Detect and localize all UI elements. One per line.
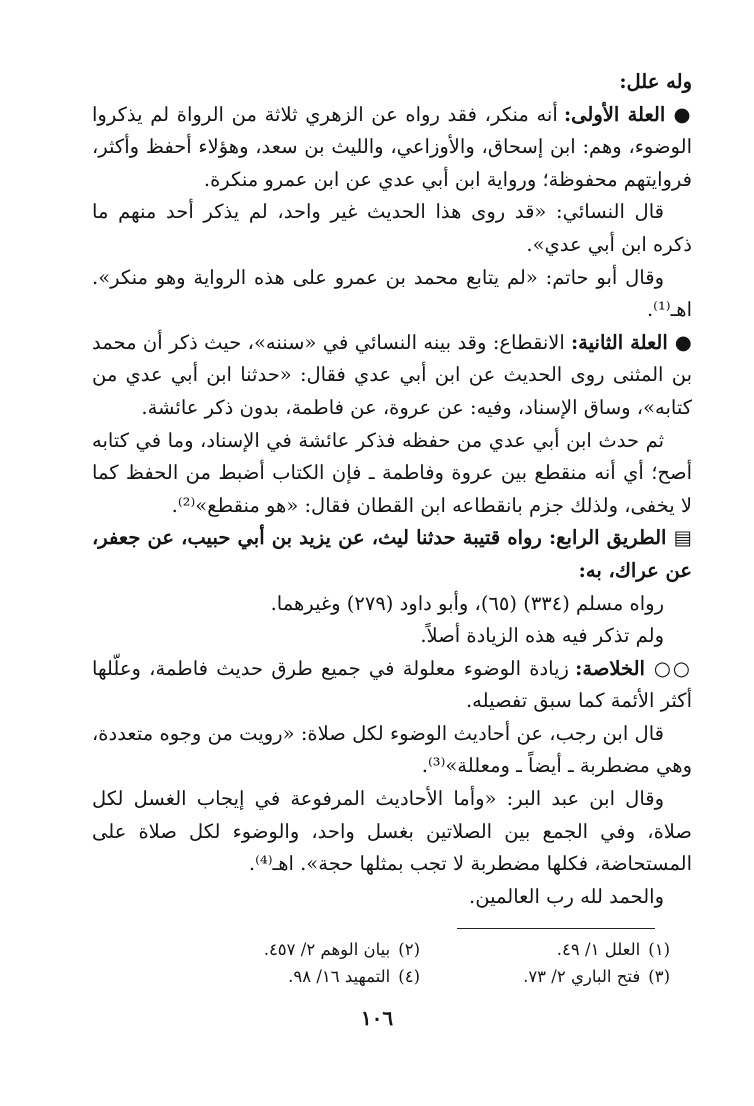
paragraph-ibn-abd-al-barr-quote: وقال ابن عبد البر: «وأما الأحاديث المرفوعة في إيجاب الغسل لكل صلاة، وفي الجمع بين الصلاتين بغسل واحد، والوضوء لكل صلاة على المستحاضة، فكلها مضطربة لا تجب بمثلها حجة». اهـ⁽⁴⁾. (92, 787, 692, 876)
footnote-row (150, 936, 670, 963)
footnote-text: العلل ١/ ٤٩. (556, 940, 641, 959)
paragraph-text: رواه قتيبة حدثنا ليث، عن يزيد بن أبي حبيب، عن جعفر، عن عراك، به: (92, 526, 692, 582)
footnote-divider (457, 928, 655, 929)
footnote-1 (420, 936, 670, 963)
page-number: ١٠٦ (360, 1006, 394, 1030)
section-heading: وله علل: (619, 70, 692, 93)
paragraph-hifz-note: ثم حدث ابن أبي عدي من حفظه فذكر عائشة في الإسناد، وما في كتابه أصح؛ أي أنه منقطع بين عروة وفاطمة ـ فإن الكتاب أضبط من الحفظ كما لا يخفى، ولذلك جزم بانقطاعه ابن القطان فقال: «هو منقطع»⁽²⁾. (92, 428, 692, 517)
paragraph-lead: ● العلة الأولى: (563, 102, 692, 126)
paragraph-nasai-quote: قال النسائي: «قد روى هذا الحديث غير واحد، لم يذكر أحد منهم ما ذكره ابن أبي عدي». (92, 200, 692, 256)
footnote-number: (١) (648, 940, 670, 959)
main-text (92, 66, 692, 913)
footnote-number: (٤) (398, 967, 420, 986)
footnote-text: التمهيد ١٦/ ٩٨. (288, 967, 391, 986)
paragraph-illa-2 (92, 327, 692, 425)
paragraph-tariq-4 (92, 522, 692, 587)
footnote-4 (170, 963, 420, 990)
paragraph-text: أنه منكر، فقد رواه عن الزهري ثلاثة من الرواة لم يذكروا الوضوء، وهم: ابن إسحاق، والأوزاعي، والليث بن سعد، وهؤلاء أحفظ وأكثر، فروايتهم محفوظة؛ ورواية ابن أبي عدي عن ابن عمرو منكرة. (92, 102, 692, 191)
paragraph-no-addition: ولم تذكر فيه هذه الزيادة أصلاً. (420, 624, 664, 648)
paragraph-abu-hatim-quote: وقال أبو حاتم: «لم يتابع محمد بن عمرو على هذه الرواية وهو منكر». اهـ⁽¹⁾. (92, 265, 692, 322)
paragraph-closing: والحمد لله رب العالمين. (469, 884, 664, 908)
footnote-number: (٣) (648, 967, 670, 986)
footnotes (150, 936, 670, 990)
paragraph-summary (92, 653, 692, 718)
paragraph-lead: ▤ الطريق الرابع: (548, 526, 692, 550)
paragraph-text: الانقطاع: وقد بينه النسائي في «سننه»، حيث ذكر أن محمد بن المثنى روى الحديث عن ابن أبي عدي فقال: «حدثنا ابن أبي عدي من كتابه»، وساق الإسناد، وفيه: عن عروة، عن فاطمة، بدون ذكر عائشة. (92, 330, 692, 419)
paragraph-muslim-citation: رواه مسلم (٣٣٤) (٦٥)، وأبو داود (٢٧٩) وغيرهما. (270, 591, 664, 615)
footnote-row (150, 963, 670, 990)
footnote-text: فتح الباري ٢/ ٧٣. (523, 967, 641, 986)
paragraph-ibn-rajab-quote: قال ابن رجب، عن أحاديث الوضوء لكل صلاة: «رويت من وجوه متعددة، وهي مضطربة ـ أيضاً ـ ومعللة»⁽³⁾. (92, 721, 692, 778)
footnote-3 (420, 963, 670, 990)
paragraph-lead: ● العلة الثانية: (570, 330, 692, 354)
footnote-text: بيان الوهم ٢/ ٤٥٧. (263, 940, 391, 959)
paragraph-text: زيادة الوضوء معلولة في جميع طرق حديث فاطمة، وعلّلها أكثر الأئمة كما سبق تفصيله. (92, 656, 692, 713)
footnote-2 (170, 936, 420, 963)
footnote-number: (٢) (398, 940, 420, 959)
paragraph-lead: ○○ الخلاصة: (575, 656, 692, 680)
paragraph-illa-1 (92, 99, 692, 197)
